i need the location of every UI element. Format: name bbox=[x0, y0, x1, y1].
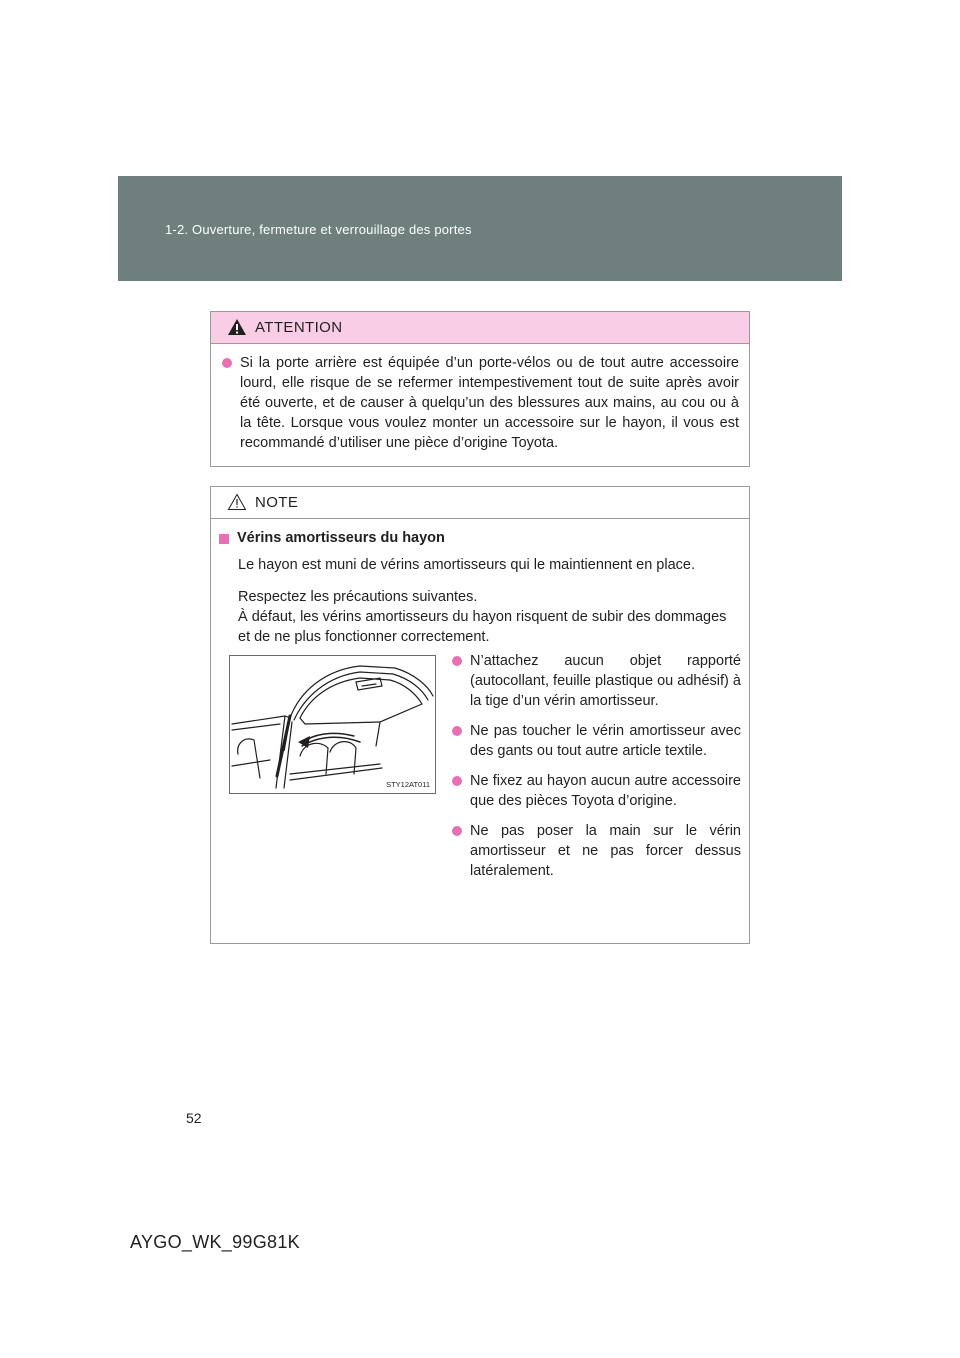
list-item bbox=[441, 771, 741, 811]
note-bullet-text: Ne pas poser la main sur le vérin amortisseur et ne pas forcer dessus latéralement. bbox=[470, 823, 741, 879]
attention-header bbox=[211, 312, 749, 344]
note-intro-text: Respectez les précautions suivantes. bbox=[238, 589, 478, 605]
note-title: Vérins amortisseurs du hayon bbox=[237, 530, 445, 546]
list-item bbox=[211, 353, 739, 453]
note-intro-text: Le hayon est muni de vérins amortisseurs qui le maintiennent en place. bbox=[238, 557, 696, 573]
section-title: 1-2. Ouverture, fermeture et verrouillage des portes bbox=[165, 222, 472, 237]
bullet-dot-icon bbox=[452, 656, 462, 666]
tailgate-strut-illustration bbox=[229, 655, 436, 794]
attention-box bbox=[210, 311, 750, 467]
bullet-dot-icon bbox=[452, 726, 462, 736]
section-header-band bbox=[118, 176, 842, 281]
bullet-dot-icon bbox=[452, 826, 462, 836]
note-box bbox=[210, 486, 750, 944]
attention-text: Si la porte arrière est équipée d’un porte-vélos ou de tout autre accessoire lourd, elle risque de se refermer intempestivement tout de suite après avoir été ouverte, et de causer à quelqu’un des blessures aux mains, au cou ou à la tête. Lorsque vous voulez monter un accessoire sur le hayon, il vous est recommandé d’utiliser une pièce d’origine Toyota. bbox=[240, 355, 739, 451]
note-header bbox=[211, 487, 749, 519]
page-number: 52 bbox=[186, 1110, 202, 1126]
illustration-code: STY12AT011 bbox=[386, 780, 430, 789]
bullet-dot-icon bbox=[452, 776, 462, 786]
bullet-dot-icon bbox=[222, 358, 232, 368]
note-intro-text: À défaut, les vérins amortisseurs du hayon risquent de subir des dommages et de ne plus fonctionner correctement. bbox=[238, 609, 727, 645]
attention-label: ATTENTION bbox=[255, 319, 343, 336]
note-bullet-text: Ne pas toucher le vérin amortisseur avec des gants ou tout autre article textile. bbox=[470, 723, 741, 759]
warning-triangle-outline-icon bbox=[227, 493, 247, 511]
square-bullet-icon bbox=[219, 534, 229, 544]
note-bullet-text: Ne fixez au hayon aucun autre accessoire que des pièces Toyota d’origine. bbox=[470, 773, 741, 809]
warning-triangle-icon bbox=[227, 318, 247, 336]
list-item bbox=[441, 821, 741, 881]
list-item bbox=[441, 651, 741, 711]
note-label: NOTE bbox=[255, 494, 299, 511]
tailgate-drawing bbox=[230, 656, 435, 793]
note-intro bbox=[238, 555, 741, 659]
note-subheading bbox=[215, 530, 741, 546]
list-item bbox=[441, 721, 741, 761]
note-bullet-list bbox=[441, 651, 741, 891]
document-code: AYGO_WK_99G81K bbox=[130, 1232, 300, 1252]
note-bullet-text: N’attachez aucun objet rapporté (autocollant, feuille plastique ou adhésif) à la tige d’un vérin amortisseur. bbox=[470, 653, 741, 709]
